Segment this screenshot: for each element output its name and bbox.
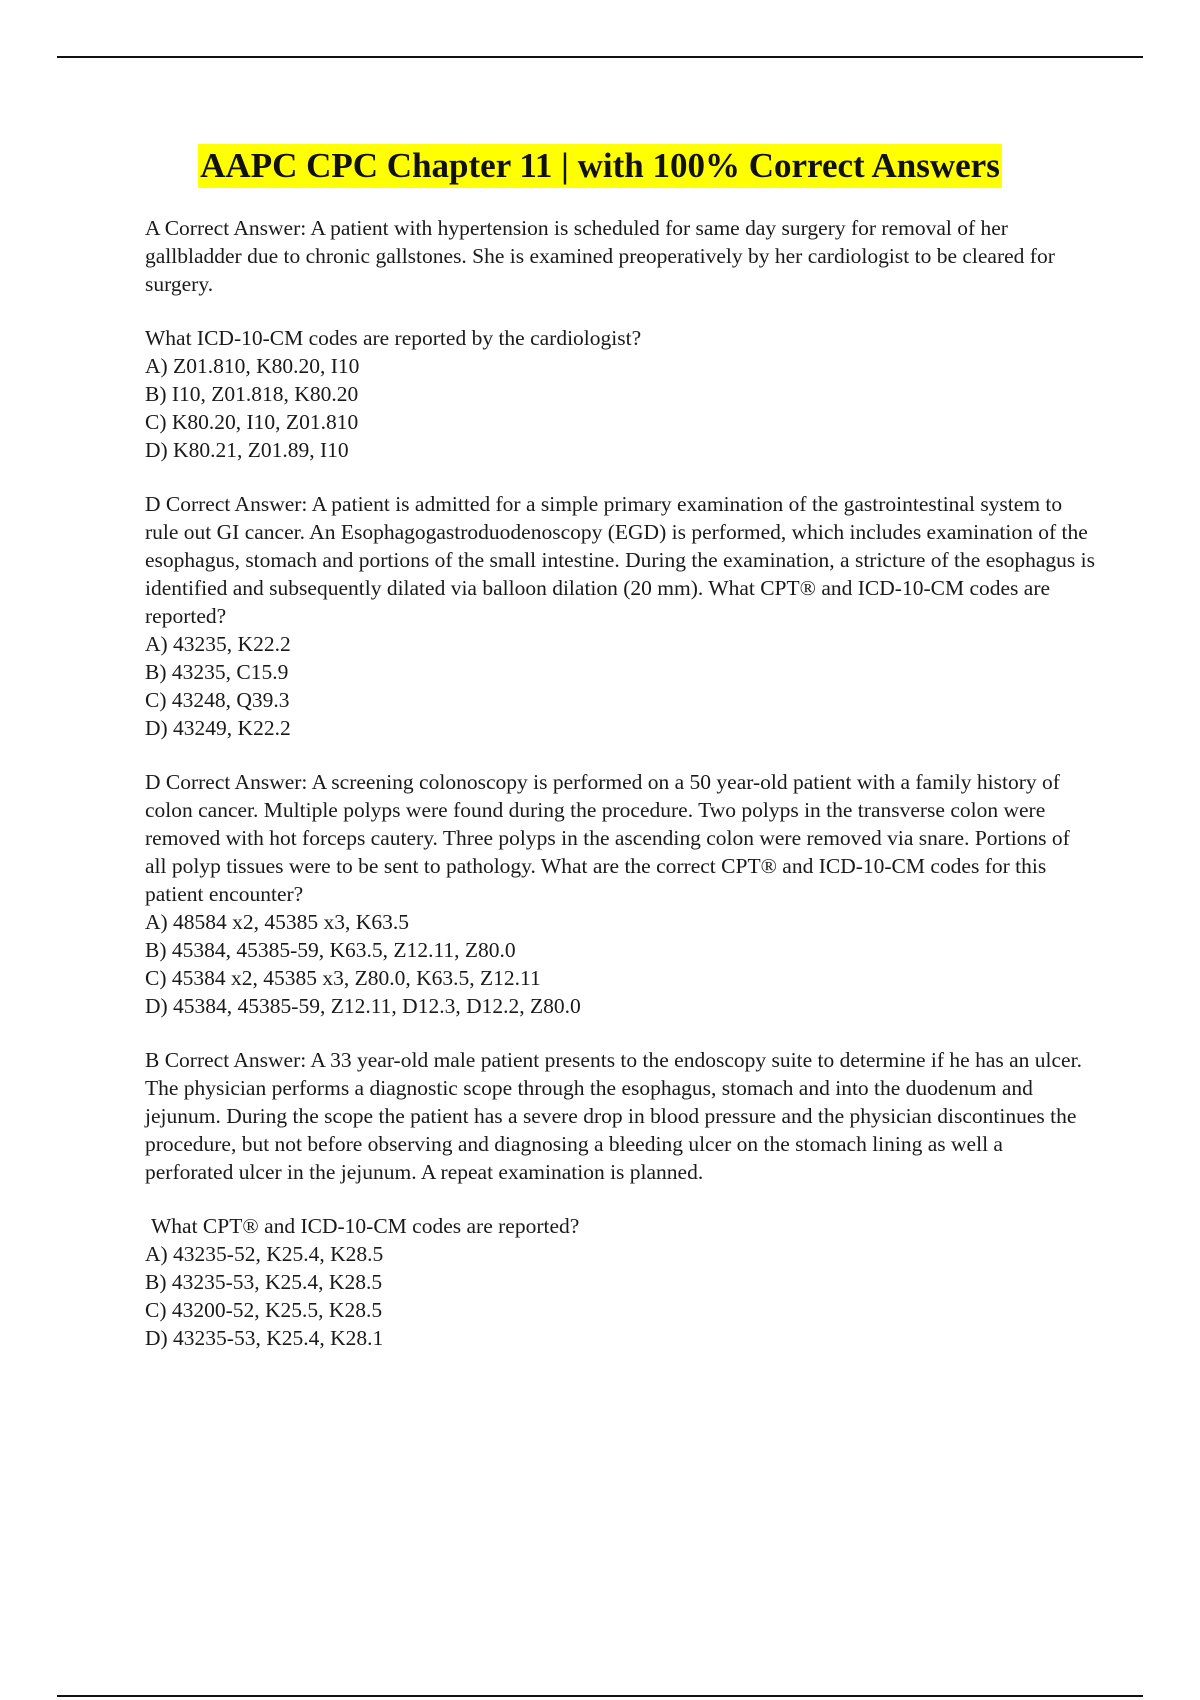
header-rule xyxy=(57,56,1143,58)
answer-option-c: C) 43200-52, K25.5, K28.5 xyxy=(145,1298,383,1322)
answer-option-b: B) 43235-53, K25.4, K28.5 xyxy=(145,1270,383,1294)
footer-rule xyxy=(57,1695,1143,1697)
question-stem: D Correct Answer: A patient is admitted for a simple primary examination of the gastrointestinal system to rule out GI cancer. An Esophagogastroduodenoscopy (EGD) is performed, which includes examination of the esophagus, stomach and portions of the small intestine. During the examination, a stricture of the esophagus is identified and subsequently dilated via balloon dilation (20 mm). What CPT® and ICD-10-CM codes are reported? xyxy=(145,492,1095,628)
question-prompt: What CPT® and ICD-10-CM codes are reported? xyxy=(151,1214,580,1238)
question-block-1 xyxy=(145,214,1095,464)
answer-option-c: C) K80.20, I10, Z01.810 xyxy=(145,410,359,434)
question-prompt: What ICD-10-CM codes are reported by the cardiologist? xyxy=(145,326,642,350)
answer-option-a: A) 43235, K22.2 xyxy=(145,632,291,656)
answer-option-b: B) 45384, 45385-59, K63.5, Z12.11, Z80.0 xyxy=(145,938,516,962)
document-title: AAPC CPC Chapter 11 | with 100% Correct Answers xyxy=(198,144,1002,188)
answer-option-b: B) I10, Z01.818, K80.20 xyxy=(145,382,359,406)
question-stem: B Correct Answer: A 33 year-old male patient presents to the endoscopy suite to determine if he has an ulcer. The physician performs a diagnostic scope through the esophagus, stomach and into the duodenum and jejunum. During the scope the patient has a severe drop in blood pressure and the physician discontinues the procedure, but not before observing and diagnosing a bleeding ulcer on the stomach lining as well a perforated ulcer in the jejunum. A repeat examination is planned. xyxy=(145,1048,1082,1184)
question-block-4 xyxy=(145,1046,1095,1352)
question-list xyxy=(145,214,1095,1352)
answer-option-a: A) Z01.810, K80.20, I10 xyxy=(145,354,360,378)
question-stem: A Correct Answer: A patient with hypertension is scheduled for same day surgery for removal of her gallbladder due to chronic gallstones. She is examined preoperatively by her cardiologist to be cleared for surgery. xyxy=(145,216,1055,296)
question-block-2 xyxy=(145,490,1095,742)
answer-option-a: A) 43235-52, K25.4, K28.5 xyxy=(145,1242,384,1266)
question-stem: D Correct Answer: A screening colonoscopy is performed on a 50 year-old patient with a family history of colon cancer. Multiple polyps were found during the procedure. Two polyps in the transverse colon were removed with hot forceps cautery. Three polyps in the ascending colon were removed via snare. Portions of all polyp tissues were to be sent to pathology. What are the correct CPT® and ICD-10-CM codes for this patient encounter? xyxy=(145,770,1070,906)
answer-option-c: C) 45384 x2, 45385 x3, Z80.0, K63.5, Z12.11 xyxy=(145,966,541,990)
answer-option-d: D) 43249, K22.2 xyxy=(145,716,291,740)
answer-option-d: D) K80.21, Z01.89, I10 xyxy=(145,438,349,462)
answer-option-d: D) 43235-53, K25.4, K28.1 xyxy=(145,1326,384,1350)
answer-option-b: B) 43235, C15.9 xyxy=(145,660,289,684)
title-container xyxy=(0,144,1200,188)
answer-option-c: C) 43248, Q39.3 xyxy=(145,688,290,712)
answer-option-a: A) 48584 x2, 45385 x3, K63.5 xyxy=(145,910,409,934)
question-block-3 xyxy=(145,768,1095,1020)
answer-option-d: D) 45384, 45385-59, Z12.11, D12.3, D12.2, Z80.0 xyxy=(145,994,581,1018)
